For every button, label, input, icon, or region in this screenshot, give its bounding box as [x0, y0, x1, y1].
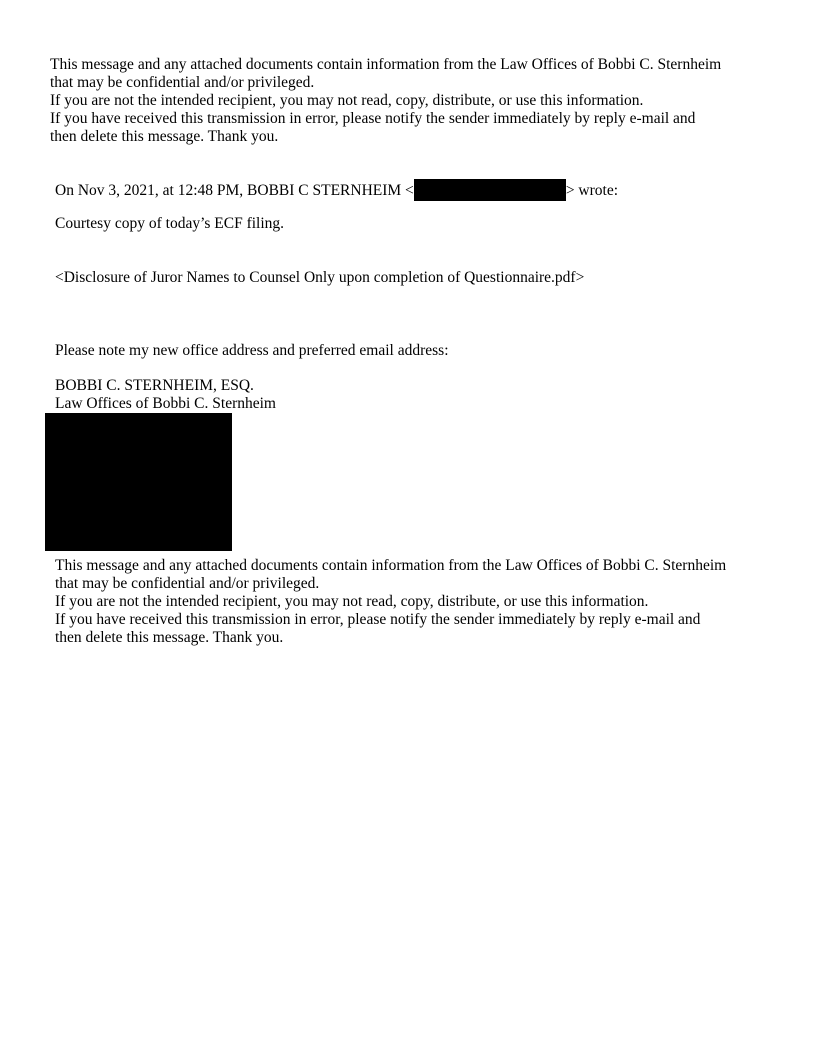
confidentiality-disclaimer-bottom: [55, 557, 726, 647]
courtesy-copy-text: Courtesy copy of today’s ECF filing.: [55, 215, 285, 232]
redacted-email-address: [414, 179, 566, 201]
disclaimer-line: then delete this message. Thank you.: [50, 128, 279, 145]
disclaimer-line: then delete this message. Thank you.: [55, 629, 284, 646]
message-body-text: [55, 215, 284, 233]
disclaimer-line: This message and any attached documents contain information from the Law Offices of Bobbi C. Sternheim: [55, 557, 727, 574]
disclaimer-line: If you have received this transmission in error, please notify the sender immediately by reply e-mail and: [50, 110, 696, 127]
disclaimer-line: This message and any attached documents contain information from the Law Offices of Bobbi C. Sternheim: [50, 56, 722, 73]
address-note-text: Please note my new office address and preferred email address:: [55, 342, 449, 359]
disclaimer-line: If you are not the intended recipient, you may not read, copy, distribute, or use this information.: [50, 92, 644, 109]
signature-firm: Law Offices of Bobbi C. Sternheim: [55, 395, 276, 412]
attachment-filename: <Disclosure of Juror Names to Counsel Only upon completion of Questionnaire.pdf>: [55, 269, 585, 286]
email-signature: [55, 377, 276, 413]
redacted-address-block: [45, 413, 232, 551]
signature-name: BOBBI C. STERNHEIM, ESQ.: [55, 377, 254, 394]
disclaimer-line: that may be confidential and/or privileged.: [55, 575, 320, 592]
disclaimer-line: that may be confidential and/or privileged.: [50, 74, 315, 91]
disclaimer-line: If you are not the intended recipient, you may not read, copy, distribute, or use this information.: [55, 593, 649, 610]
quoted-message-header: [55, 179, 618, 201]
attachment-reference: [55, 269, 584, 287]
disclaimer-line: If you have received this transmission in error, please notify the sender immediately by reply e-mail and: [55, 611, 701, 628]
quote-header-suffix: > wrote:: [565, 182, 619, 199]
confidentiality-disclaimer-top: [50, 56, 721, 146]
address-note: [55, 342, 449, 360]
quote-header-prefix: On Nov 3, 2021, at 12:48 PM, BOBBI C STERNHEIM <: [55, 182, 414, 199]
